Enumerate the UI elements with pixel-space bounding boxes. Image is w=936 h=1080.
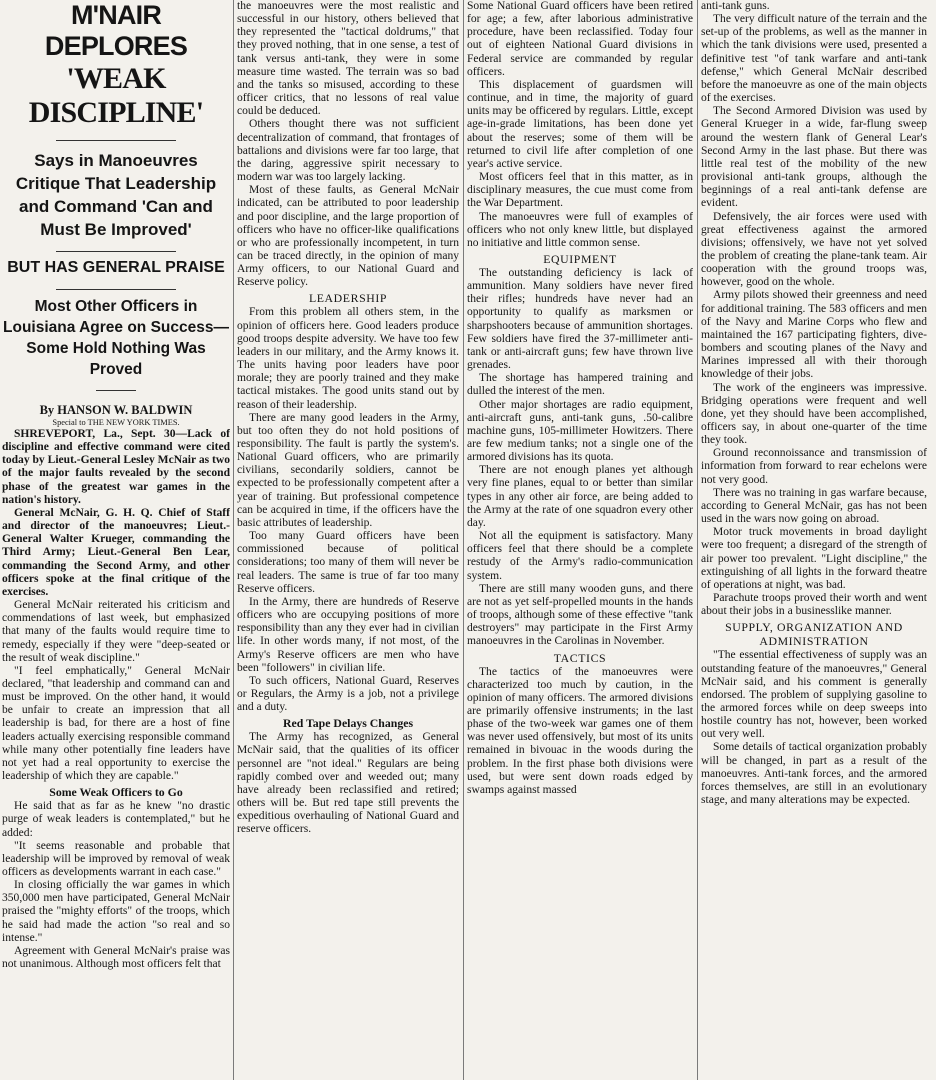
- headline-line-1: M'NAIR DEPLORES: [44, 0, 188, 61]
- paragraph: "The essential effectiveness of supply was an outstanding feature of the manoeuvres," General McNair said, and his comment is generally endorsed. The problem of supplying gasoline to the armored forces while on deep sweeps into hostile country has not, however, been worked out very well.: [701, 649, 927, 741]
- deck-3: Most Other Officers in Louisiana Agree on Success—Some Hold Nothing Was Proved: [3, 298, 229, 378]
- paragraph: The manoeuvres were full of examples of officers who not only knew little, but displayed no initiative and little common sense.: [467, 210, 693, 249]
- paragraph: The very difficult nature of the terrain and the set-up of the problems, as well as the manner in which the tank divisions were used, presented a definitive test "of tank warfare and anti-tank defense," which General McNair described before the manoeuvre as one of the main objects of the exercises.: [701, 13, 927, 105]
- paragraph: Other major shortages are radio equipment, anti-aircraft guns, anti-tank guns, .50-calibre machine guns, 105-millimeter Howitzers. There are few medium tanks; not a single one of the armored divisions has its quota.: [467, 398, 693, 464]
- paragraph: The tactics of the manoeuvres were characterized too much by caution, in the opinion of many officers. The armored divisions are primarily offensive instruments; in the last phase of the two-week war games one of them was never used offensively, but most of its units remained in bivouac in the woods during the problem. In the first phase both divisions were used, but were sent down roads edged by swamps against massed: [467, 665, 693, 796]
- subheading: EQUIPMENT: [543, 251, 617, 266]
- paragraph: He said that as far as he knew "no drastic purge of weak leaders is contemplated," but he added:: [2, 800, 230, 839]
- column-3: [467, 0, 693, 1080]
- paragraph: Agreement with General McNair's praise was not unanimous. Although most officers felt that: [2, 944, 230, 971]
- paragraph: Some National Guard officers have been retired for age; a few, after laborious administrative procedure, have been reclassified. Today four out of eighteen National Guard divisions in Federal service are commanded by regular officers.: [467, 0, 693, 78]
- column-4: [701, 0, 927, 1080]
- subheading: Red Tape Delays Changes: [282, 716, 414, 731]
- paragraph: From this problem all others stem, in the opinion of officers here. Good leaders produce good troops despite adversity. We have too few leaders in our military, and the Army knows it. The units having poor leaders have poor morale; they are poorly trained and they make tactical mistakes. The good units stand out by reason of their leadership.: [237, 306, 459, 411]
- paragraph: Motor truck movements in broad daylight were too frequent; a disregard of the strength of air power too prevalent. "Light discipline," the extinguishing of all lights in the forward theatre of operations at night, was bad.: [701, 526, 927, 591]
- paragraph: Most of these faults, as General McNair indicated, can be attributed to poor leadership and poor discipline, and the large proportion of officers who have no officer-like qualifications or who are professionally incompetent, in turn can be traced directly, in the opinion of many Army officers, to our National Guard and Reserve policy.: [237, 184, 459, 289]
- subheading: TACTICS: [553, 650, 607, 665]
- column-rule: [233, 0, 234, 1080]
- paragraph: To such officers, National Guard, Reserves or Regulars, the Army is a job, not a privilege and a duty.: [237, 674, 459, 714]
- paragraph: There was no training in gas warfare because, according to General McNair, gas has not been used in the wars now going on abroad.: [701, 486, 927, 526]
- paragraph: General McNair, G. H. Q. Chief of Staff and director of the manoeuvres; Lieut.-General Walter Krueger, commanding the Third Army; Lieut.-General Ben Lear, commanding the Second Army, and other officers spoke at the final critique of the exercises.: [2, 506, 230, 598]
- paragraph: There are many good leaders in the Army, but too often they do not hold positions of responsibility. The fault is partly the system's. National Guard officers, who are primarily civilians, secondarily soldiers, cannot be expected to be professionally competent after a year of training. But professional competence can be acquired in time, if the officers have the basic attributes of leadership.: [237, 411, 459, 529]
- paragraph: SHREVEPORT, La., Sept. 30—Lack of discipline and effective command were cited today by Lieut.-General Lesley McNair as two of the major faults revealed by the second phase of the greatest war games in the nation's history.: [2, 428, 230, 506]
- deck-2: BUT HAS GENERAL PRAISE: [7, 259, 225, 276]
- paragraph: Not all the equipment is satisfactory. Many officers feel that there should be a complete restudy of the Army's radio-communication system.: [467, 530, 693, 582]
- paragraph: Most officers feel that in this matter, as in disciplinary measures, the cue must come from the War Department.: [467, 171, 693, 210]
- paragraph: General McNair reiterated his criticism and commendations of last week, but emphasized that many of the faults would require time to remedy, especially if they were "deep-seated or the result of weak discipline.": [2, 599, 230, 664]
- byline-special: Special to THE NEW YORK TIMES.: [52, 418, 180, 427]
- column-1: [2, 0, 230, 1080]
- paragraph: the manoeuvres were the most realistic and successful in our history, others believed that they represented the "tactical doldrums," that they proved nothing, that in one sense, a test of tank versus anti-tank, they were in some measure time wasted. The terrain was so bad and the tanks so misused, according to these officer critics, that no lessons of real value could be deduced.: [237, 0, 459, 118]
- deck-1: Says in Manoeuvres Critique That Leadership and Command 'Can and Must Be Improved': [15, 151, 217, 239]
- paragraph: The Army has recognized, as General McNair said, that the qualities of its officer personnel are "not ideal." Regulars are being rapidly combed over and weeded out; many have already been reclassified and retired; others will be. But red tape still prevents the expeditious overhauling of National Guard and reserve officers.: [237, 731, 459, 836]
- divider: [96, 390, 136, 391]
- paragraph: Army pilots showed their greenness and need for additional training. The 583 officers and men of the Navy and Marine Corps who flew and maintained the 167 participating fighters, dive-bombers and scouting planes of the Navy and Marines impressed all with their thorough knowledge of their jobs.: [701, 289, 927, 381]
- paragraph: "It seems reasonable and probable that leadership will be improved by removal of weak officers as developments warrant in each case.": [2, 839, 230, 878]
- paragraph: anti-tank guns.: [701, 0, 770, 12]
- paragraph: Others thought there was not sufficient decentralization of command, that frontages of battalions and divisions were far too large, that the daring, aggressive spirit necessary to modern war was too largely lacking.: [237, 118, 459, 184]
- paragraph: The Second Armored Division was used by General Krueger in a wide, far-flung sweep around the western flank of General Lear's Second Army in the last phase. But there was little real test of the mobility of the new provisional anti-tank groups, although the beginnings of a real anti-tank defense are evident.: [701, 105, 927, 210]
- paragraph: In closing officially the war games in which 350,000 men have participated, General McNair praised the "mighty efforts" of the troops, which he said had made the action "so real and so intense.": [2, 879, 230, 944]
- paragraph: The shortage has hampered training and dulled the interest of the men.: [467, 372, 693, 398]
- subheading: LEADERSHIP: [308, 291, 388, 306]
- paragraph: There are not enough planes yet although very fine planes, equal to or better than similar types in any other air force, are being added to the Army at the rate of one squadron every other day.: [467, 464, 693, 529]
- subheading: SUPPLY, ORGANIZATION AND ADMINISTRATION: [725, 620, 903, 649]
- headline-line-2: 'WEAK DISCIPLINE': [28, 62, 204, 129]
- paragraph: Ground reconnoissance and transmission of information from forward to rear echelons were not very good.: [701, 447, 927, 486]
- divider: [56, 140, 176, 141]
- paragraph: Defensively, the air forces were used with great effectiveness against the armored divisions; offensively, we have not yet solved the problem of creating the plane-tank team. Air cooperation with the ground troops was, however, good on the whole.: [701, 210, 927, 289]
- paragraph: The outstanding deficiency is lack of ammunition. Many soldiers have never fired their rifles; hundreds have never had an opportunity to qualify as marksmen or sharpshooters because of ammunition shortages. Few soldiers have fired the 37-millimeter anti-tank or anti-aircraft guns; few have thrown live grenades.: [467, 266, 693, 372]
- subheading: Some Weak Officers to Go: [49, 785, 183, 800]
- paragraph: This displacement of guardsmen will continue, and in time, the majority of guard units may be officered by regulars. Little, except age-in-grade limitations, has been done yet about the reserves; some of them will be returned to civil life after completion of one year's active service.: [467, 78, 693, 170]
- paragraph: "I feel emphatically," General McNair declared, "that leadership and command can and must be improved. On the other hand, it would be unfair to create an impression that all leadership is bad, for there are a host of fine leaders actually exercising responsible command while many other potentially fine leaders have not yet had a real opportunity to exercise the leadership of which they are capable.": [2, 664, 230, 783]
- column-rule: [463, 0, 464, 1080]
- paragraph: The work of the engineers was impressive. Bridging operations were frequent and well done, yet they should have been accomplished, officers say, in about one-quarter of the time they took.: [701, 381, 927, 447]
- paragraph: There are still many wooden guns, and there are not as yet self-propelled mounts in the hands of troops, although some of these effective "tank destroyers" may participate in the First Army manoeuvres in the Carolinas in November.: [467, 582, 693, 648]
- divider: [56, 289, 176, 290]
- column-rule: [697, 0, 698, 1080]
- column-2: [237, 0, 459, 1080]
- paragraph: Some details of tactical organization probably will be changed, in part as a result of the manoeuvres. Anti-tank forces, and the armored forces themselves, are still in an evolutionary stage, and many alterations may be expected.: [701, 741, 927, 807]
- paragraph: In the Army, there are hundreds of Reserve officers who are occupying positions of more responsibility than any they ever had in civilian life. In other words many, if not most, of the Army's Reserve officers are men who have been "followers" in civilian life.: [237, 595, 459, 674]
- divider: [56, 251, 176, 252]
- byline: By HANSON W. BALDWIN: [39, 403, 193, 417]
- paragraph: Too many Guard officers have been commissioned because of political considerations; too many of them will never be real leaders. The same is true of far too many Reserve officers.: [237, 530, 459, 595]
- paragraph: Parachute troops proved their worth and went about their jobs in a businesslike manner.: [701, 592, 927, 618]
